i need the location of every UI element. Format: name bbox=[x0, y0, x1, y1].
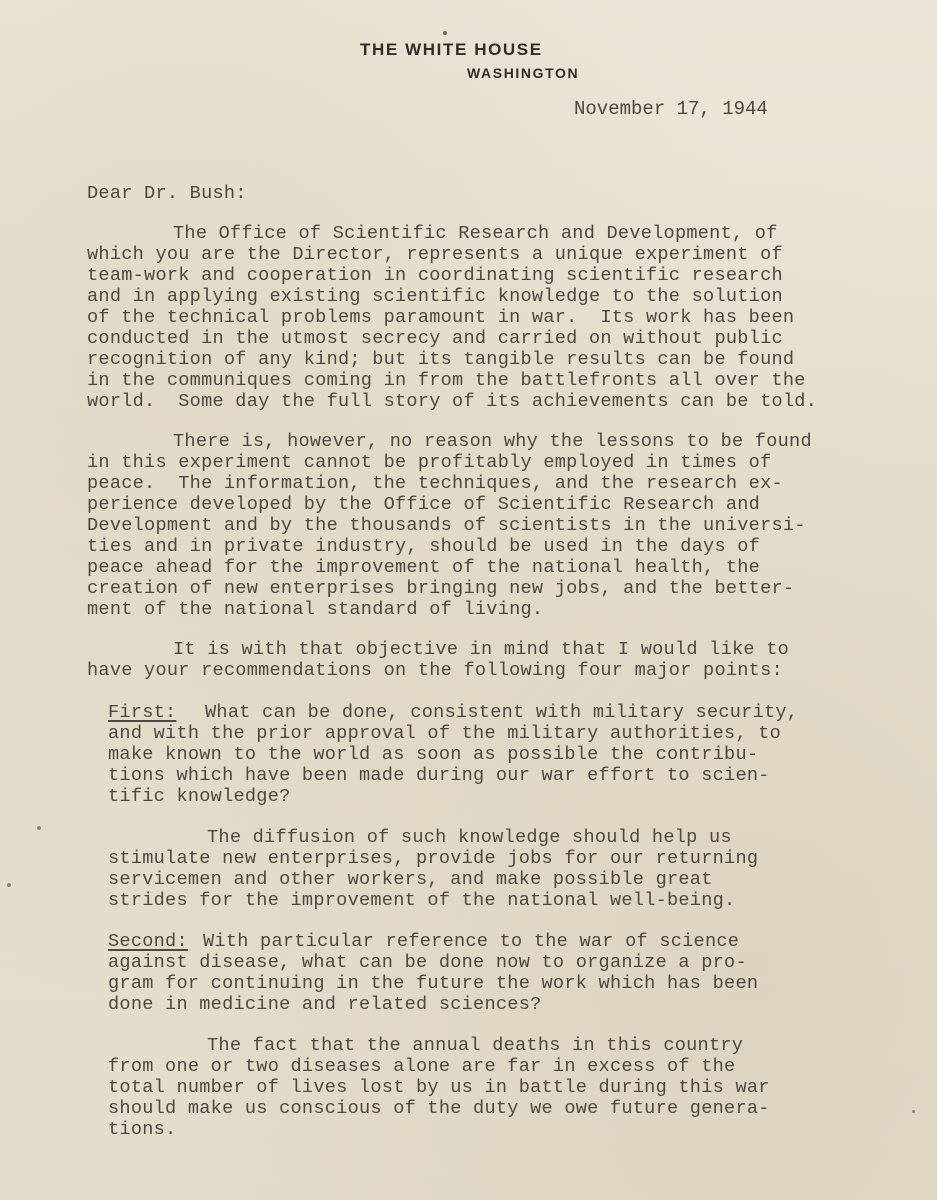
point-line: and with the prior approval of the military authorities, to bbox=[108, 723, 782, 744]
point-followup-line: from one or two diseases alone are far in excess of the bbox=[108, 1056, 736, 1077]
point-followup-line: The fact that the annual deaths in this country bbox=[207, 1035, 744, 1056]
letter-date: November 17, 1944 bbox=[574, 98, 768, 120]
point-followup-line: The diffusion of such knowledge should help us bbox=[207, 827, 732, 848]
point-followup-line: total number of lives lost by us in battle during this war bbox=[108, 1077, 770, 1098]
salutation: Dear Dr. Bush: bbox=[87, 183, 247, 204]
point-line: make known to the world as soon as possible the contribu- bbox=[108, 744, 759, 765]
paragraph-line: of the technical problems paramount in war. Its work has been bbox=[87, 307, 795, 328]
paragraph-line: The Office of Scientific Research and Development, of bbox=[173, 223, 778, 244]
paragraph-line: creation of new enterprises bringing new jobs, and the better- bbox=[87, 578, 795, 599]
paragraph-line: ties and in private industry, should be used in the days of bbox=[87, 536, 761, 557]
point-line: What can be done, consistent with military security, bbox=[205, 702, 799, 723]
paragraph-line: world. Some day the full story of its achievements can be told. bbox=[87, 391, 818, 412]
paragraph-line: It is with that objective in mind that I would like to bbox=[173, 639, 790, 660]
point-line: With particular reference to the war of science bbox=[203, 931, 740, 952]
paragraph-line: peace. The information, the techniques, and the research ex- bbox=[87, 473, 783, 494]
point-line: done in medicine and related sciences? bbox=[108, 994, 542, 1015]
point-line: tions which have been made during our war effort to scien- bbox=[108, 765, 770, 786]
point-followup-line: strides for the improvement of the national well-being. bbox=[108, 890, 736, 911]
point-followup-line: stimulate new enterprises, provide jobs for our returning bbox=[108, 848, 759, 869]
point-line: tific knowledge? bbox=[108, 786, 291, 807]
paragraph-line: recognition of any kind; but its tangible results can be found bbox=[87, 349, 795, 370]
point-followup-line: should make us conscious of the duty we owe future genera- bbox=[108, 1098, 770, 1119]
point-followup-line: servicemen and other workers, and make possible great bbox=[108, 869, 713, 890]
paragraph-line: which you are the Director, represents a unique experiment of bbox=[87, 244, 783, 265]
paragraph-line: ment of the national standard of living. bbox=[87, 599, 544, 620]
letterhead-subtitle: WASHINGTON bbox=[467, 65, 580, 81]
paragraph-line: team-work and cooperation in coordinating scientific research bbox=[87, 265, 783, 286]
paper-speck bbox=[7, 883, 11, 887]
paragraph-line: in this experiment cannot be profitably employed in times of bbox=[87, 452, 772, 473]
paragraph-line: Development and by the thousands of scientists in the universi- bbox=[87, 515, 806, 536]
paragraph-line: and in applying existing scientific knowledge to the solution bbox=[87, 286, 783, 307]
point-line: against disease, what can be done now to organize a pro- bbox=[108, 952, 747, 973]
paragraph-line: in the communiques coming in from the battlefronts all over the bbox=[87, 370, 806, 391]
letterhead-title: THE WHITE HOUSE bbox=[360, 40, 543, 59]
point-heading-second: Second: bbox=[108, 931, 188, 952]
paper-speck bbox=[912, 1110, 915, 1113]
point-followup-line: tions. bbox=[108, 1119, 177, 1140]
point-heading-first: First: bbox=[108, 702, 177, 723]
point-line: gram for continuing in the future the work which has been bbox=[108, 973, 759, 994]
paragraph-line: peace ahead for the improvement of the national health, the bbox=[87, 557, 761, 578]
paragraph-line: There is, however, no reason why the lessons to be found bbox=[173, 431, 812, 452]
paper-speck bbox=[37, 826, 41, 830]
paragraph-line: perience developed by the Office of Scientific Research and bbox=[87, 494, 761, 515]
paragraph-line: conducted in the utmost secrecy and carried on without public bbox=[87, 328, 783, 349]
paragraph-line: have your recommendations on the following four major points: bbox=[87, 660, 783, 681]
